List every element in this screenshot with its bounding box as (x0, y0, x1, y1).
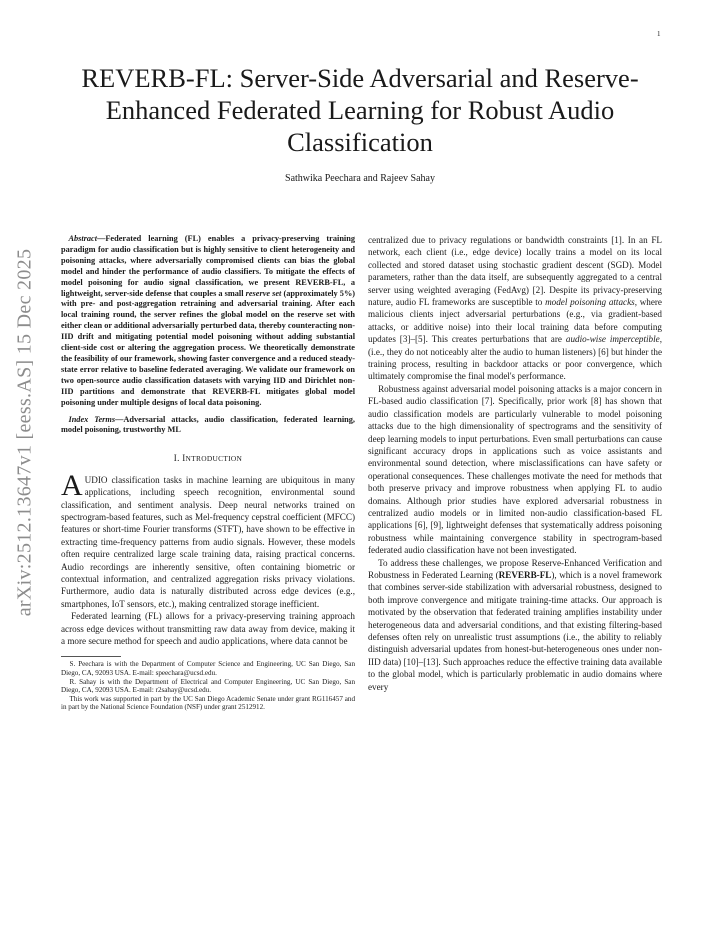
abstract-text-part1: Federated learning (FL) enables a privacy-preserving training paradigm for audio classification but is highly sensitive to client heterogeneity and poisoning attacks, where adversarially compromised clients can bias the global model and hinder the performance of audio classifiers. To mitigate the effects of model poisoning for audio signal classification, we present REVERB-FL, a lightweight, server-side defense that couples a small (61, 234, 355, 298)
abstract: Abstract—Federated learning (FL) enables a privacy-preserving training paradigm for audio classification but is highly sensitive to client heterogeneity and poisoning attacks, where adversarially compromised clients can bias the global model and hinder the performance of audio classifiers. To mitigate the effects of model poisoning for audio signal classification, we present REVERB-FL, a lightweight, server-side defense that couples a small reserve set (approximately 5%) with pre- and post-aggregation retraining and adversarial training. After each local training round, the server refines the global model on the reserve set with either clean or additional adversarially perturbed data, thereby counteracting non-IID drift and mitigating potential model poisoning without adding substantial client-side cost or altering the aggregation process. We theoretically demonstrate the feasibility of our framework, showing faster convergence and a reduced steady-state error relative to baseline federated averaging. We validate our framework on two open-source audio classification datasets with varying IID and Dirichlet non-IID partitions and demonstrate that REVERB-FL mitigates global model poisoning under multiple designs of local data poisoning. (61, 234, 355, 407)
index-terms: Index Terms—Adversarial attacks, audio classification, federated learning, model poisoning, trustworthy ML (61, 414, 355, 435)
abstract-label: Abstract (68, 234, 98, 243)
arxiv-identifier-stamp (2, 192, 48, 672)
intro-continued-text-c: , (i.e., they do not noticeably alter the audio to human listeners) [6] but hinder the training process, resulting in backdoor attacks or poor convergence, which ultimately compromise the final model's performance. (368, 334, 662, 382)
intro-paragraph-continued (368, 234, 662, 383)
section-title-rest: NTRODUCTION (185, 454, 243, 464)
footnote-funding: This work was supported in part by the UC San Diego Academic Senate under grant RG116457 and in part by the National Science Foundation (NSF) under grant 2512912. (61, 694, 355, 712)
abstract-text-part2: (approximately 5%) with pre- and post-aggregation retraining and adversarial training. After each local training round, the server refines the global model on the reserve set with either clean or additional adversarially perturbed data, thereby counteracting non-IID drift and mitigating potential model poisoning without adding substantial client-side cost or altering the aggregation process. We theoretically demonstrate the feasibility of our framework, showing faster convergence and a reduced steady-state error relative to baseline federated averaging. We validate our framework on two open-source audio classification datasets with varying IID and Dirichlet non-IID partitions and demonstrate that REVERB-FL mitigates global model poisoning under multiple designs of local data poisoning. (61, 288, 355, 407)
arxiv-identifier-text: arXiv:2512.13647v1 [eess.AS] 15 Dec 2025 (13, 248, 36, 616)
method-name-bold: REVERB-FL (498, 569, 552, 580)
page-number: 1 (657, 30, 661, 38)
section-numeral: I. (173, 453, 183, 464)
footnote-rule (61, 656, 121, 657)
paper-authors: Sathwika Peechara and Rajeev Sahay (285, 173, 435, 184)
paper-title: REVERB-FL: Server-Side Adversarial and Reserve-Enhanced Federated Learning for Robust Audio Classification (81, 63, 639, 157)
intro-continued-text-a: centralized due to privacy regulations or bandwidth constraints [1]. In an FL network, each client (i.e., edge device) locally trains a model on its local collected and stored dataset using stochastic gradient descent (SGD). Model parameters, rather than the data itself, are subsequently aggregated to a central server using weighted averaging (FedAvg) [2]. Despite its privacy-preserving nature, audio FL frameworks are susceptible to (368, 235, 662, 308)
intro-paragraph-proposal (368, 557, 662, 693)
right-column (368, 234, 662, 693)
section-initial: I (182, 453, 186, 464)
footnote-author-2: R. Sahay is with the Department of Electrical and Computer Engineering, UC San Diego, San Diego, CA, 92093 USA. E-mail: r2sahay@ucsd.edu. (61, 677, 355, 695)
intro-proposal-text-b: ), which is a novel framework that combines server-side stabilization with adversarial robustness, designed to both improve convergence and mitigate training-time attacks. Our approach is motivated by the observation that federated training amplifies instability under heterogeneous data and adversarial conditions, and that existing filtering-based defenses often rely on unrealistic trust assumptions (i.e., the ability to reliably distinguish adversarial updates from honest-but-heterogeneous ones under non-IID data) [10]–[13]. Such approaches reduce the effective training data available to the global model, which is particularly problematic in audio domains where every (368, 569, 662, 692)
emphasis-audio-wise-imperceptible: audio-wise imperceptible (565, 334, 660, 345)
left-column (61, 234, 355, 712)
emphasis-model-poisoning-attacks: model poisoning attacks (545, 297, 635, 308)
intro-continued-text-b: , where malicious clients inject adversarial perturbations (e.g., via gradient-based attacks, or additive noise) into their local training data before computing updates [3]–[5]. This creates perturbations that are (368, 297, 662, 345)
intro-paragraph-2: Federated learning (FL) allows for a privacy-preserving training approach across edge devices without transmitting raw data away from device, making it a more secure method for speech and audio applications, where data cannot be (61, 611, 355, 646)
intro-paragraph-1-text: classification tasks in machine learning are ubiquitous in many applications, including speech recognition, environmental sound classification, and sentiment analysis. Deep neural networks trained on spectrogram-based features, such as Mel-frequency cepstral coefficient (MFCC) features or short-time Fourier transforms (STFT), have shown to be effective in extracting time-frequency patterns from audio signals. However, these models often require centralized large scale training data, raising practical concerns. Audio recordings are inherently sensitive, often containing biometric or contextual information, and centralized aggregation risks privacy violations. Furthermore, audio data is naturally distributed across edge devices (e.g., smartphones, IoT sensors, etc.), making centralized storage inefficient. (61, 474, 355, 609)
index-terms-text: Adversarial attacks, audio classification, federated learning, model poisoning, trustworthy ML (61, 414, 355, 435)
footnote-author-1: S. Peechara is with the Department of Computer Science and Engineering, UC San Diego, San Diego, CA, 92093 USA. E-mail: speechara@ucsd.edu. (61, 660, 355, 677)
intro-paragraph-1-lead: UDIO (84, 474, 108, 485)
intro-paragraph-1 (61, 468, 355, 610)
index-terms-label: Index Terms (68, 414, 116, 424)
drop-cap-letter: A (61, 468, 83, 502)
intro-proposal-text-a: To address these challenges, we propose Reserve-Enhanced Verification and Robustness in Federated Learning ( (368, 557, 662, 580)
intro-paragraph-robustness: Robustness against adversarial model poisoning attacks is a major concern in FL-based audio classification [7]. Specifically, prior work [8] has shown that audio classification models are particularly vulnerable to model poisoning attacks due to the high dimensionality of spectrograms and the sensitivity of deep learning models to input perturbations. Even small perturbations can cause significant accuracy drops in applications such as voice assistants and environmental sound detection, where misclassifications can have safety or operational consequences. These challenges motivate the need for methods that both preserve privacy and improve robustness when applying FL to audio domains. Although prior studies have explored adversarial robustness in centralized audio models or in limited non-audio classification-based FL applications [6], [9], lightweight defenses that systematically address poisoning robustness while maintaining convergence stability in spectrogram-based federated audio classification have not been investigated. (368, 383, 662, 556)
abstract-term-reserve-set: reserve set (245, 288, 282, 298)
section-heading-introduction (61, 452, 355, 465)
